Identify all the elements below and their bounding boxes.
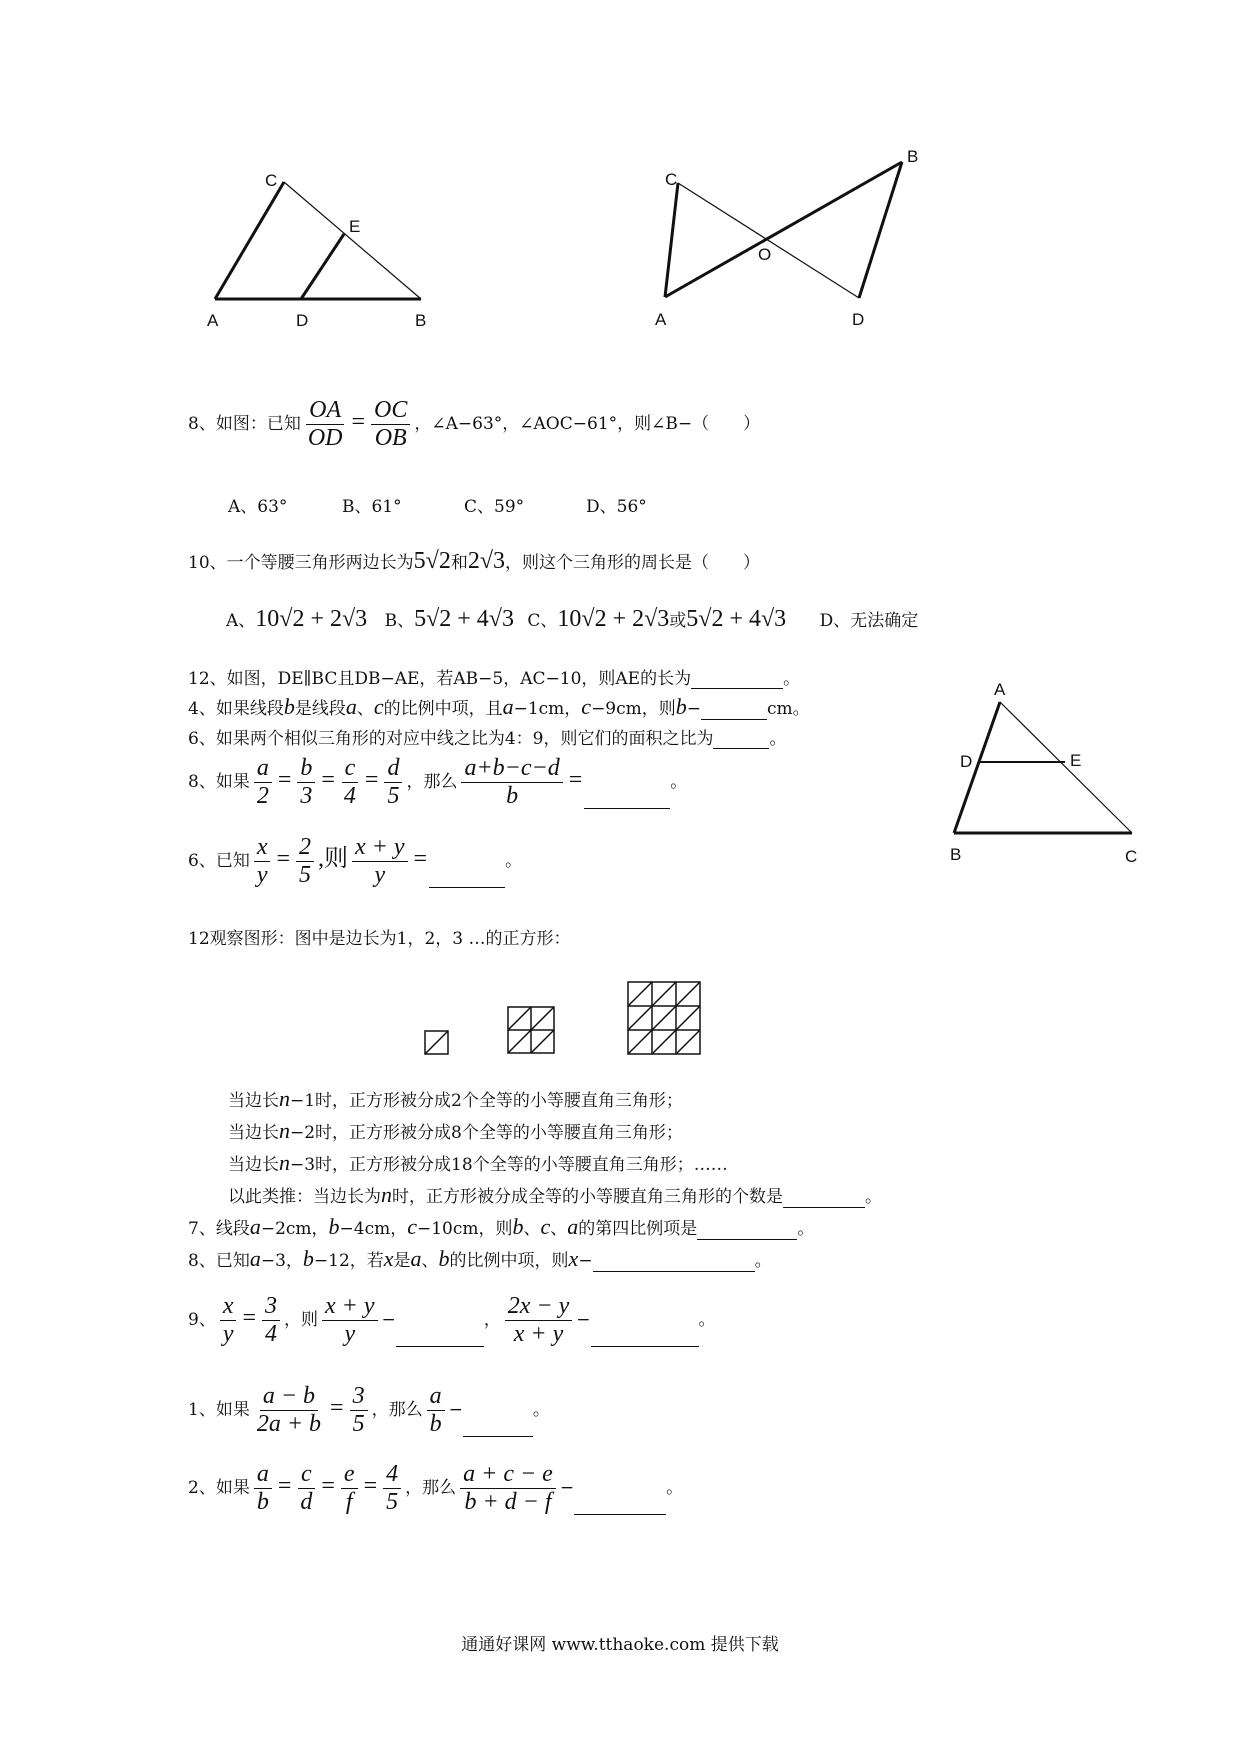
answer-blank[interactable]	[713, 728, 769, 749]
figure-bowtie-aocb	[640, 150, 940, 370]
fig3-label-a: A	[994, 680, 1006, 699]
fig1-label-b: B	[415, 311, 427, 330]
answer-blank[interactable]	[691, 668, 783, 689]
q12b-line-2: 当边长n−2时，正方形被分成8个全等的小等腰直角三角形；	[228, 1118, 683, 1143]
fig2-label-a: A	[655, 310, 667, 329]
question-8a-options	[228, 492, 647, 517]
fig1-label-d: D	[296, 311, 309, 330]
question-8b: 8、如果 $\frac{a}{2}$ = $\frac{b}{3}$ = $\frac{c}{4}$ = $\frac{d}{5}$ ，那么 $\frac{a+b-c-d}{b}$ = 。	[188, 755, 688, 810]
question-9: 9、 $\frac{x}{y}$ = $\frac{3}{4}$ ，则 $\frac{x + y}{y}$ − ， $\frac{2x - y}{x + y}$ − 。	[188, 1293, 716, 1348]
answer-blank[interactable]	[701, 699, 767, 720]
answer-blank[interactable]	[396, 1326, 484, 1347]
question-1: 1、如果 $\frac{a - b}{2a + b}$ = $\frac{3}{5}$ ，那么 $\frac{a}{b}$ − 。	[188, 1383, 550, 1438]
question-4: 4、如果线段b是线段a、c的比例中项，且a−1cm，c−9cm，则b− cm。	[188, 694, 810, 719]
answer-blank[interactable]	[463, 1416, 533, 1437]
fig2-label-o: O	[758, 245, 772, 264]
answer-blank[interactable]	[584, 788, 670, 809]
fraction-oa-od: $\frac{OA}{OD}$	[307, 397, 343, 452]
answer-blank[interactable]	[697, 1219, 797, 1240]
question-8c: 8、已知a−3，b−12，若x是a、b的比例中项，则x− 。	[188, 1246, 772, 1271]
option-a: A、63°	[228, 497, 288, 517]
fig1-label-e: E	[349, 217, 361, 236]
q12b-line-3: 当边长n−3时，正方形被分成18个全等的小等腰直角三角形；……	[228, 1150, 728, 1175]
fig1-label-a: A	[207, 311, 219, 330]
answer-blank[interactable]	[593, 1251, 755, 1272]
figure-triangle-abc-de-parallel	[940, 670, 1140, 870]
figure-triangle-abc-de	[195, 160, 445, 340]
fig2-label-b: B	[907, 150, 919, 166]
fig3-label-b: B	[950, 845, 962, 864]
figure-squares-1-2-3	[420, 975, 710, 1060]
q12b-line-4: 以此类推：当边长为n时，正方形被分成全等的小等腰直角三角形的个数是 。	[228, 1182, 882, 1207]
answer-blank[interactable]	[783, 1187, 865, 1208]
fig2-label-d: D	[852, 310, 865, 329]
question-6a: 6、如果两个相似三角形的对应中线之比为4：9，则它们的面积之比为 。	[188, 729, 787, 749]
q12b-line-1: 当边长n−1时，正方形被分成2个全等的小等腰直角三角形；	[228, 1086, 683, 1111]
question-6b: 6、已知 $\frac{x}{y}$ = $\frac{2}{5}$ ,则 $\frac{x + y}{y}$ = 。	[188, 834, 523, 889]
question-2: 2、如果 $\frac{a}{b}$ = $\frac{c}{d}$ = $\frac{e}{f}$ = $\frac{4}{5}$ ，那么 $\frac{a + c - e}{b + d - f}$ − 。	[188, 1461, 684, 1516]
question-12: 12、如图，DE∥BC且DB−AE，若AB−5，AC−10，则AE的长为 。	[188, 669, 801, 689]
question-7: 7、线段a−2cm，b−4cm，c−10cm，则b、c、a的第四比例项是 。	[188, 1214, 815, 1239]
answer-blank[interactable]	[429, 867, 505, 888]
fig1-label-c: C	[265, 171, 278, 190]
option-c: C、59°	[464, 497, 525, 517]
fig3-label-d: D	[960, 752, 973, 771]
option-b: B、61°	[342, 497, 402, 517]
footer: 通通好课网 www.tthaoke.com 提供下载	[461, 1635, 779, 1655]
question-8a: 8、如图：已知 $\frac{OA}{OD}$ = $\frac{OC}{OB}$ ，∠A−63°，∠AOC−61°，则∠B−（ ）	[188, 397, 761, 452]
answer-blank[interactable]	[574, 1494, 666, 1515]
fraction-oc-ob: $\frac{OC}{OB}$	[371, 398, 410, 451]
option-d: D、56°	[586, 497, 647, 517]
question-10-options: A、10√2 + 2√3 B、5√2 + 4√3 C、10√2 + 2√3或5√2 + 4√3 D、无法确定	[226, 606, 919, 632]
fig3-label-e: E	[1070, 751, 1082, 770]
answer-blank[interactable]	[591, 1326, 699, 1347]
fig2-label-c: C	[665, 170, 678, 189]
question-10: 10、一个等腰三角形两边长为5√2和2√3，则这个三角形的周长是（ ）	[188, 548, 760, 574]
question-12b-title: 12观察图形：图中是边长为1，2，3 …的正方形：	[188, 929, 571, 949]
fig3-label-c: C	[1125, 847, 1138, 866]
